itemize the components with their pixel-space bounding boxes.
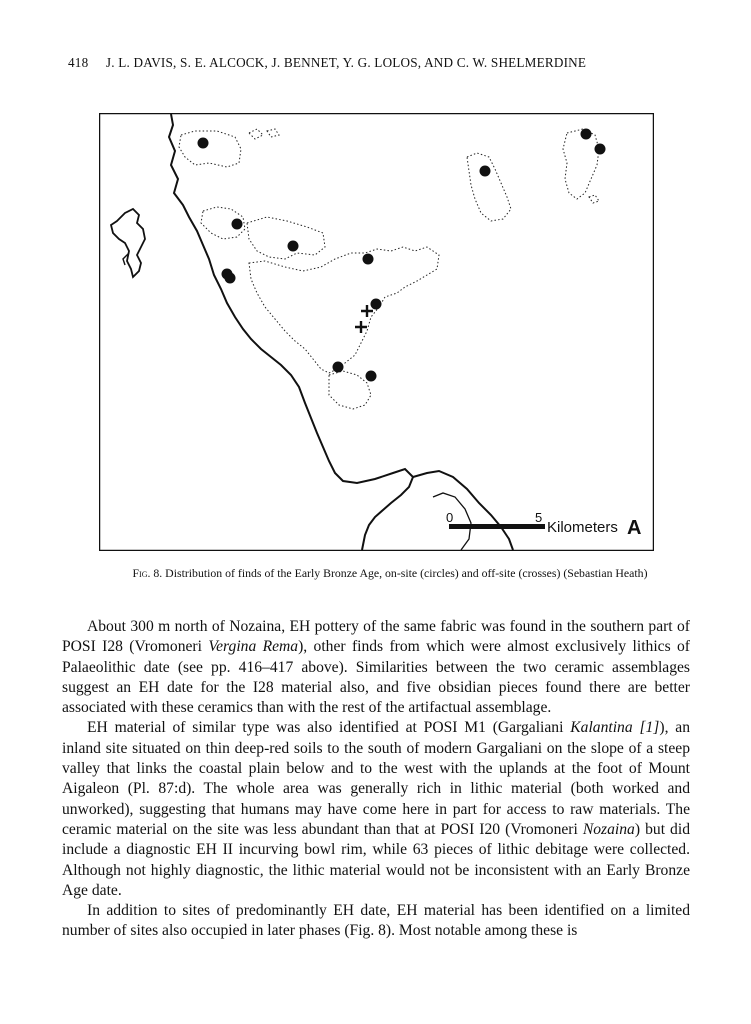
scale-zero-label: 0 bbox=[446, 510, 454, 525]
scale-five-label: 5 bbox=[535, 510, 543, 525]
figure-label: Fig. 8. bbox=[132, 566, 163, 580]
site-circle bbox=[366, 371, 377, 382]
scale-bar bbox=[449, 524, 545, 529]
caption-text: Distribution of finds of the Early Bronze Age, on-site (circles) and off-site (crosses) (Sebastian Heath) bbox=[162, 566, 648, 580]
map-frame bbox=[100, 114, 654, 551]
text-run: ) but did include a diagnostic EH II incurving bowl rim, while 63 pieces of lithic debitage were collected. Although not highly diagnostic, the lithic material would not be inconsistent with an Early Bronze Age date. bbox=[62, 820, 690, 899]
paragraph-3 bbox=[62, 901, 690, 942]
text-run: ), an inland site situated on thin deep-red soils to the south of modern Gargaliani on the slope of a steep valley that links the coastal plain below and to the west with the uplands at the foot of Mount Aigaleon (Pl. 87:d). The whole area was generally rich in lithic material (both worked and unworked), suggesting that humans may have come here in part for access to raw materials. The ceramic material on the site was less abundant than that at POSI I20 (Vromoneri bbox=[62, 719, 690, 838]
figure-caption bbox=[90, 566, 690, 581]
running-header bbox=[68, 55, 688, 71]
text-run: In addition to sites of predominantly EH date, EH material has been identified on a limited number of sites also occupied in later phases (Fig. 8). Most notable among these is bbox=[62, 902, 690, 940]
north-arrow-icon: A bbox=[627, 517, 642, 539]
site-circle bbox=[232, 219, 243, 230]
site-circle bbox=[288, 241, 299, 252]
site-circle bbox=[480, 166, 491, 177]
site-circle bbox=[371, 299, 382, 310]
site-name: Vergina Rema bbox=[208, 638, 299, 656]
paragraph-2 bbox=[62, 718, 690, 901]
site-circle bbox=[581, 129, 592, 140]
text-run: EH material of similar type was also identified at POSI M1 (Gargaliani bbox=[87, 719, 571, 737]
site-name: Kalantina [1] bbox=[570, 719, 660, 737]
scale-unit-label: Kilometers bbox=[547, 519, 618, 536]
site-circle bbox=[363, 254, 374, 265]
site-circle bbox=[333, 362, 344, 373]
site-circle bbox=[225, 273, 236, 284]
paragraph-1 bbox=[62, 617, 690, 718]
site-circle bbox=[198, 138, 209, 149]
page-number: 418 bbox=[68, 55, 89, 70]
text-run: About 300 m north of Nozaina, EH pottery of the same fabric was found in the southern part of POSI I28 (Vromoneri bbox=[62, 618, 690, 656]
site-circle bbox=[595, 144, 606, 155]
site-name: Nozaina bbox=[582, 820, 635, 838]
author-line: J. L. DAVIS, S. E. ALCOCK, J. BENNET, Y. G. LOLOS, AND C. W. SHELMERDINE bbox=[105, 55, 587, 70]
site-distribution-map bbox=[99, 113, 654, 551]
body-text bbox=[62, 617, 690, 942]
text-run: ), other finds from which were almost exclusively lithics of Palaeolithic date (see pp. 416–417 above). Similarities between the two ceramic assemblages suggest an EH date for the I28 material also, and five obsidian pieces found there are better associated with these ceramics than with the rest of the artifactual assemblage. bbox=[62, 638, 690, 717]
